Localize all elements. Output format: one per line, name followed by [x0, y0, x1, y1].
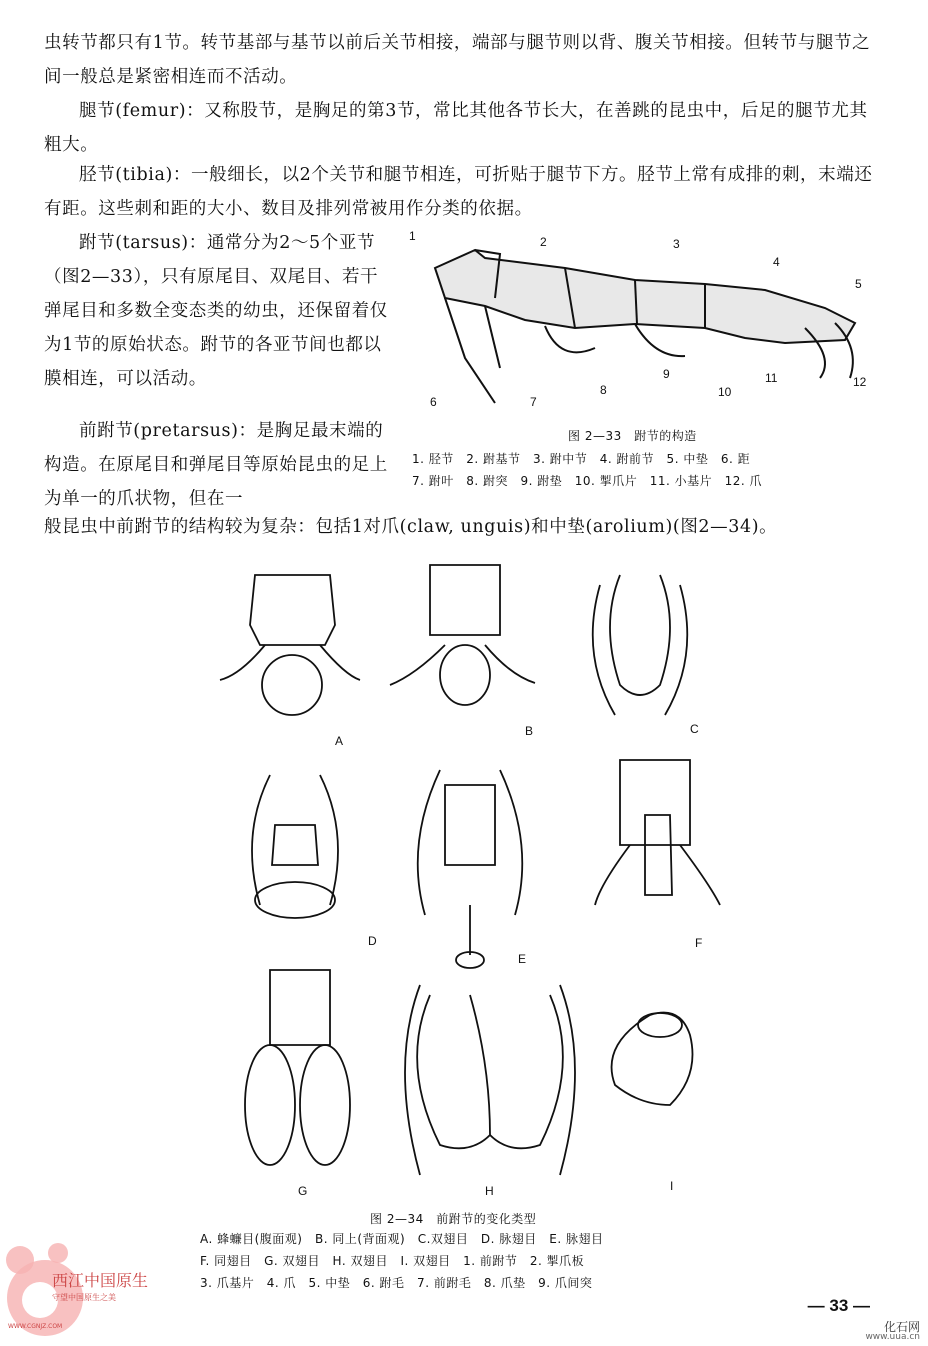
fig33-label-5: 5: [855, 277, 862, 291]
fig34-letter-B: B: [525, 724, 534, 738]
paragraph-femur: 腿节(femur)：又称股节，是胸足的第3节，常比其他各节长大，在善跳的昆虫中，后足的腿节尤其粗大。: [44, 101, 868, 155]
fig33-legend-1: 1. 胫节 2. 跗基节 3. 跗中节 4. 跗前节 5. 中垫 6. 距: [412, 452, 751, 466]
fig34-letter-G: G: [298, 1184, 308, 1198]
figure-tarsus-structure: [405, 228, 885, 418]
fig33-label-9: 9: [663, 367, 670, 381]
fig34-letter-E: E: [518, 952, 527, 966]
fig34-caption: 图 2—34 前跗节的变化类型: [370, 1212, 537, 1226]
logo-url: WWW.CGNJZ.COM: [8, 1323, 63, 1330]
fig34-legend-2: F. 同翅目 G. 双翅目 H. 双翅目 I. 双翅目 1. 前跗节 2. 掣爪板: [200, 1254, 585, 1268]
watermark-logo: [0, 1228, 190, 1346]
fig34-letter-C: C: [690, 722, 699, 736]
fig34-letter-F: F: [695, 936, 703, 950]
fig33-caption: 图 2—33 跗节的构造: [568, 429, 697, 443]
paragraph-tarsus: 跗节(tarsus)：通常分为2～5个亚节（图2—33），只有原尾目、双尾目、若干弹尾目和多数全变态类的幼虫，还保留着仅为1节的原始状态。跗节的各亚节间也都以膜相连，可以活动。: [44, 233, 388, 389]
fig33-label-6: 6: [430, 395, 437, 409]
fig34-legend-1: A. 蜂蠊目(腹面观) B. 同上(背面观) C.双翅目 D. 脉翅目 E. 脉翅目: [200, 1232, 604, 1246]
logo-text: 西江中国原生: [52, 1271, 149, 1290]
site-name: 化石网: [883, 1320, 920, 1334]
paragraph-pretarsus: 前跗节(pretarsus)：是胸足最末端的构造。在原尾目和弹尾目等原始昆虫的足上为单一的爪状物，但在一: [44, 421, 388, 509]
fig33-label-3: 3: [673, 237, 680, 251]
fig33-label-2: 2: [540, 235, 547, 249]
paragraph-trochanter: 虫转节都只有1节。转节基部与基节以前后关节相接，端部与腿节则以背、腹关节相接。但转节与腿节之间一般总是紧密相连而不活动。: [44, 33, 871, 87]
fig33-label-1: 1: [409, 229, 416, 243]
fig33-label-7: 7: [530, 395, 537, 409]
site-url: www.uua.cn: [865, 1332, 920, 1342]
fig33-label-8: 8: [600, 383, 607, 397]
paragraph-tibia: 胫节(tibia)：一般细长，以2个关节和腿节相连，可折贴于腿节下方。胫节上常有成排的刺，末端还有距。这些刺和距的大小、数目及排列常被用作分类的依据。: [44, 165, 873, 219]
fig34-letter-A: A: [335, 734, 344, 748]
fig34-letter-H: H: [485, 1184, 494, 1198]
fig33-label-4: 4: [773, 255, 780, 269]
fig33-label-10: 10: [718, 385, 732, 399]
figure-pretarsus-types: [200, 545, 760, 1205]
fig33-label-12: 12: [853, 375, 867, 389]
fig33-legend-2: 7. 跗叶 8. 跗突 9. 跗垫 10. 掣爪片 11. 小基片 12. 爪: [412, 474, 762, 488]
paragraph-pretarsus-cont: 般昆虫中前跗节的结构较为复杂：包括1对爪(claw, unguis)和中垫(arolium)(图2—34)。: [44, 517, 778, 537]
fig34-letter-I: I: [670, 1179, 674, 1193]
fig33-label-11: 11: [765, 371, 778, 385]
fig34-legend-3: 3. 爪基片 4. 爪 5. 中垫 6. 跗毛 7. 前跗毛 8. 爪垫 9. 爪间突: [200, 1276, 593, 1290]
fig34-letter-D: D: [368, 934, 377, 948]
logo-subtext: 守望中国原生之美: [52, 1293, 116, 1302]
page-number: — 33 —: [807, 1296, 870, 1315]
